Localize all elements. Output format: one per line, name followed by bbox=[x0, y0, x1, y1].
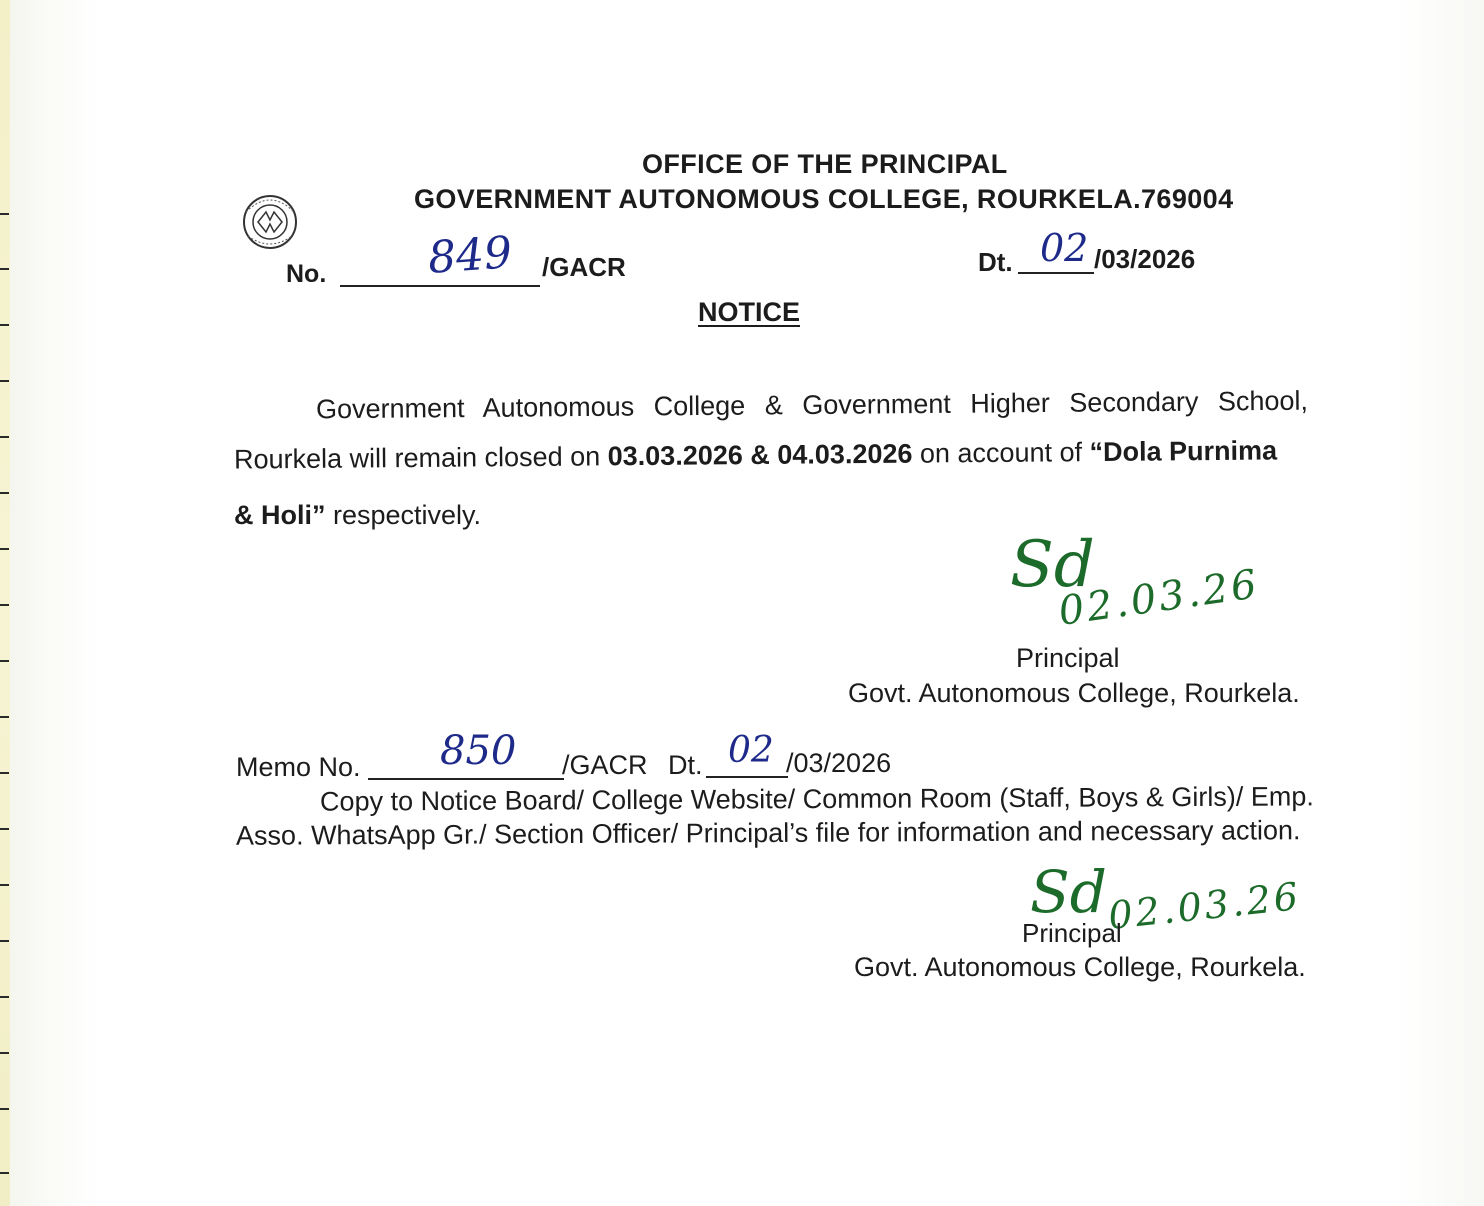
signature-date-1: 02.03.26 bbox=[1055, 561, 1263, 635]
body-line-1: Government Autonomous College & Government Higher Secondary School, bbox=[315, 385, 1309, 425]
college-seal-icon bbox=[236, 190, 304, 252]
reference-no-suffix: /GACR bbox=[542, 252, 626, 282]
copy-line-2: Asso. WhatsApp Gr./ Section Officer/ Principal’s file for information and necessary action. bbox=[235, 815, 1301, 851]
memo-date-label: Dt. bbox=[668, 750, 703, 780]
reference-no-label: No. bbox=[286, 260, 327, 288]
date-label: Dt. bbox=[978, 247, 1013, 277]
body-line-3: & Holi” respectively. bbox=[234, 500, 482, 530]
document-page bbox=[10, 0, 1484, 1206]
signature-initials-2: Sd bbox=[1030, 858, 1107, 926]
signatory-title-2: Principal bbox=[1022, 918, 1122, 948]
reference-no-underline bbox=[340, 285, 540, 287]
memo-no-handwritten: 850 bbox=[440, 728, 517, 774]
body-line-2: Rourkela will remain closed on 03.03.2026 & 04.03.2026 on account of “Dola Purnima bbox=[233, 435, 1278, 475]
memo-date-underline bbox=[706, 776, 788, 778]
occasion-part-2: & Holi” bbox=[234, 500, 326, 530]
memo-label: Memo No. bbox=[236, 752, 361, 782]
college-heading: GOVERNMENT AUTONOMOUS COLLEGE, ROURKELA.769004 bbox=[414, 184, 1234, 214]
closure-dates: 03.03.2026 & 04.03.2026 bbox=[607, 438, 913, 472]
reference-no-handwritten: 849 bbox=[426, 227, 514, 284]
date-underline bbox=[1018, 272, 1094, 274]
signatory-title-1: Principal bbox=[1016, 643, 1120, 673]
memo-no-underline bbox=[368, 778, 564, 780]
date-rest: /03/2026 bbox=[1094, 244, 1196, 274]
signature-date-2: 02.03.26 bbox=[1106, 874, 1303, 938]
notice-title: NOTICE bbox=[698, 297, 801, 327]
date-day-handwritten: 02 bbox=[1040, 226, 1089, 270]
memo-date-day-handwritten: 02 bbox=[728, 730, 774, 771]
memo-date-rest: /03/2026 bbox=[786, 748, 892, 778]
copy-line-1: Copy to Notice Board/ College Website/ Common Room (Staff, Boys & Girls)/ Emp. bbox=[319, 781, 1314, 817]
occasion-part-1: “Dola Purnima bbox=[1089, 435, 1278, 468]
signatory-org-2: Govt. Autonomous College, Rourkela. bbox=[854, 952, 1306, 982]
memo-suffix: /GACR bbox=[562, 750, 648, 780]
signatory-org-1: Govt. Autonomous College, Rourkela. bbox=[848, 678, 1300, 708]
signature-initials-1: Sd bbox=[1010, 528, 1095, 602]
office-heading: OFFICE OF THE PRINCIPAL bbox=[642, 149, 1008, 179]
